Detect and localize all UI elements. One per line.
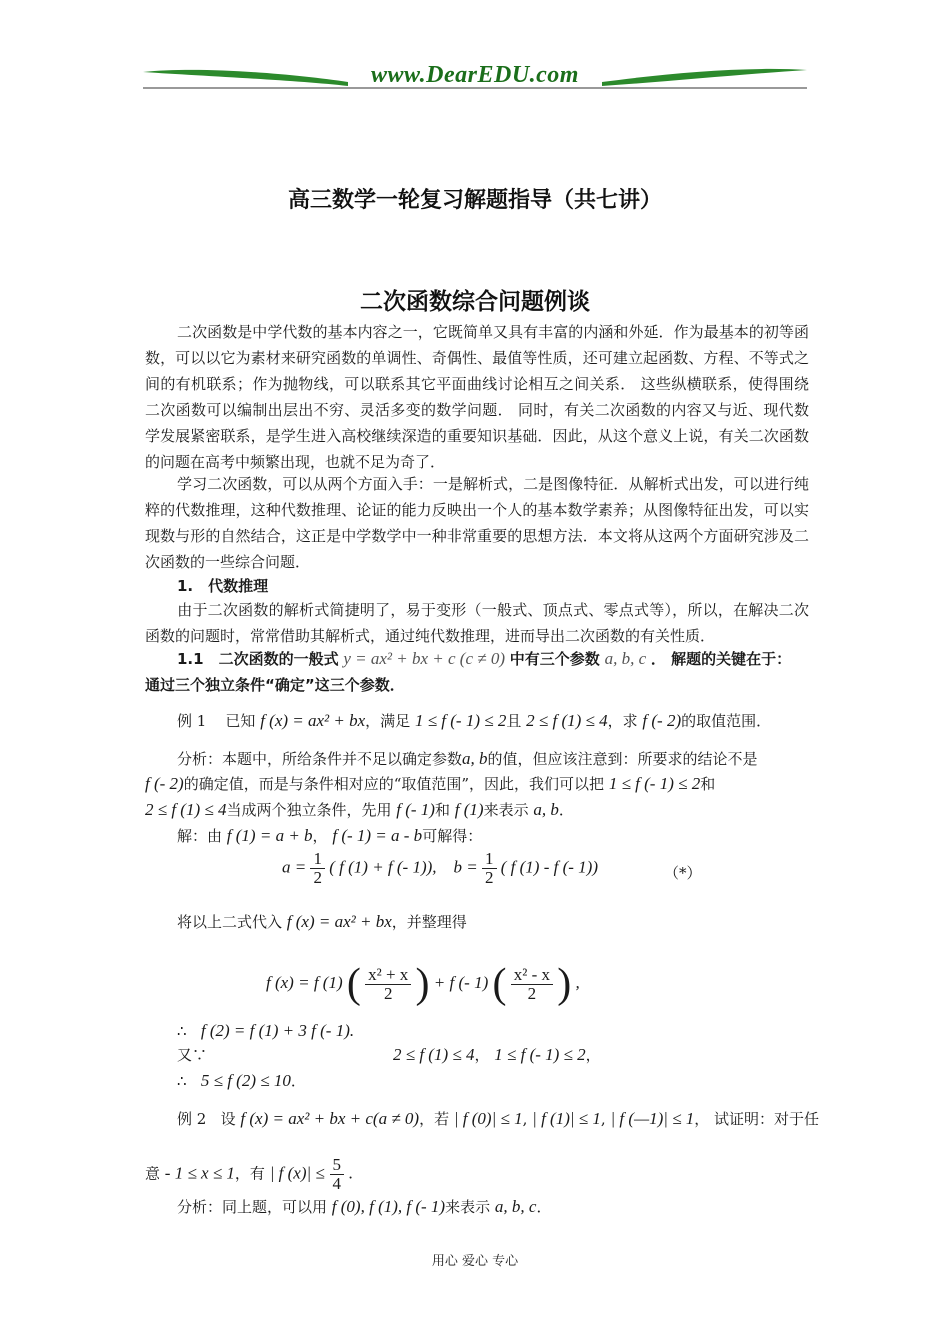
example-2: 例 2 设 f (x) = ax² + bx + c(a ≠ 0)，若 | f (0)| ≤ 1, | f (1)| ≤ 1, | f (—1)| ≤ 1， 试证明：对于任 bbox=[177, 1109, 820, 1128]
fraction-x2-minus-x: $\frac{\text{x² - x}}{2}$ bbox=[511, 966, 553, 1003]
subsection-1-1-line2: 通过三个独立条件“确定”这三个参数． bbox=[145, 676, 405, 694]
page-footer: 用心 爱心 专心 bbox=[431, 1254, 519, 1269]
therefore-1: ∴ f (2) = f (1) + 3 f (- 1). bbox=[177, 1021, 355, 1040]
fraction-x2-plus-x: $\frac{\text{x² + x}}{2}$ bbox=[365, 966, 411, 1003]
intro-paragraph-1: 二次函数是中学代数的基本内容之一，它既简单又具有丰富的内涵和外延．作为最基本的初等函数，可以以它为素材来研究函数的单调性、奇偶性、最值等性质，还可建立起函数、方程、不等式之间的有机联系；作为抛物线，可以联系其它平面曲线讨论相互之间关系． 这些纵横联系，使得围绕二次函数可以编制出层出不穷、灵活多变的数学问题． 同时，有关二次函数的内容又与近、现代数学发展紧密联系，是学生进入高校继续深造的重要知识基础．因此，从这个意义上说，有关二次函数的问题在高考中频繁出现，也就不足为奇了． bbox=[145, 323, 809, 471]
document-title: 高三数学一轮复习解题指导（共七讲） bbox=[287, 188, 662, 213]
analysis-1-line2: f (- 2)的确定值，而是与条件相对应的“取值范围”，因此，我们可以把 1 ≤ f (- 1) ≤ 2和 bbox=[145, 774, 716, 793]
analysis-1-line1: 分析：本题中，所给条件并不足以确定参数a, b的值，但应该注意到：所要求的结论不是 bbox=[177, 749, 758, 768]
substitution-text: 将以上二式代入 f (x) = ax² + bx，并整理得 bbox=[177, 912, 467, 931]
fraction-five-quarters: $\frac{5}{4}$ bbox=[330, 1156, 345, 1193]
analysis-1-line3: 2 ≤ f (1) ≤ 4当成两个独立条件，先用 f (- 1)和 f (1)来表示 a, b． bbox=[145, 800, 574, 819]
since-line: 又∵ bbox=[177, 1046, 208, 1064]
analysis-2: 分析：同上题，可以用 f (0), f (1), f (- 1)来表示 a, b, c． bbox=[177, 1197, 552, 1216]
site-banner bbox=[143, 60, 807, 96]
intro-paragraph-2: 学习二次函数，可以从两个方面入手：一是解析式，二是图像特征．从解析式出发，可以进行纯粹的代数推理，这种代数推理、论证的能力反映出一个人的基本数学素养；从图像特征出发，可以实现数与形的自然结合，这正是中学数学中一种非常重要的思想方法．本文将从这两个方面研究涉及二次函数的一些综合问题． bbox=[145, 475, 809, 571]
equation-star: a = $\frac{1}{2}$ ( f (1) + f (- 1)), b = $\frac{1}{2}$ ( f (1) - f (- 1)) bbox=[282, 849, 599, 887]
fraction-half-2: $\frac{1}{2}$ bbox=[482, 850, 497, 887]
site-url: www.DearEDU.com bbox=[371, 62, 579, 88]
therefore-2: ∴ 5 ≤ f (2) ≤ 10． bbox=[177, 1071, 306, 1090]
subsection-1-1: 1.1 二次函数的一般式 y = ax² + bx + c (c ≠ 0) 中有三个参数 a, b, c ． 解题的关键在于： bbox=[177, 649, 792, 668]
example-1: 例 1 已知 f (x) = ax² + bx，满足 1 ≤ f (- 1) ≤ 2且 2 ≤ f (1) ≤ 4，求 f (- 2)的取值范围． bbox=[177, 711, 772, 730]
section-heading-1: 1. 代数推理 bbox=[177, 577, 269, 595]
expanded-formula: f (x) = f (1) ( $\frac{\text{x² + x}}{2}$ ) + f (- 1) ( $\frac{\text{x² - x}}{2}$ ) , bbox=[266, 961, 580, 1007]
solution-1: 解：由 f (1) = a + b， f (- 1) = a - b可解得： bbox=[177, 826, 483, 845]
fraction-half-1: $\frac{1}{2}$ bbox=[310, 850, 325, 887]
equation-tag: （*） bbox=[664, 864, 702, 882]
document-subtitle: 二次函数综合问题例谈 bbox=[360, 289, 590, 315]
section-1-text: 由于二次函数的解析式简捷明了，易于变形（一般式、顶点式、零点式等），所以，在解决二次函数的问题时，常常借助其解析式，通过纯代数推理，进而导出二次函数的有关性质． bbox=[145, 601, 809, 645]
example-2-line2: 意 - 1 ≤ x ≤ 1，有 | f (x)| ≤ $\frac{5}{4}$ . bbox=[145, 1155, 354, 1193]
since-conditions: 2 ≤ f (1) ≤ 4， 1 ≤ f (- 1) ≤ 2， bbox=[393, 1045, 601, 1064]
